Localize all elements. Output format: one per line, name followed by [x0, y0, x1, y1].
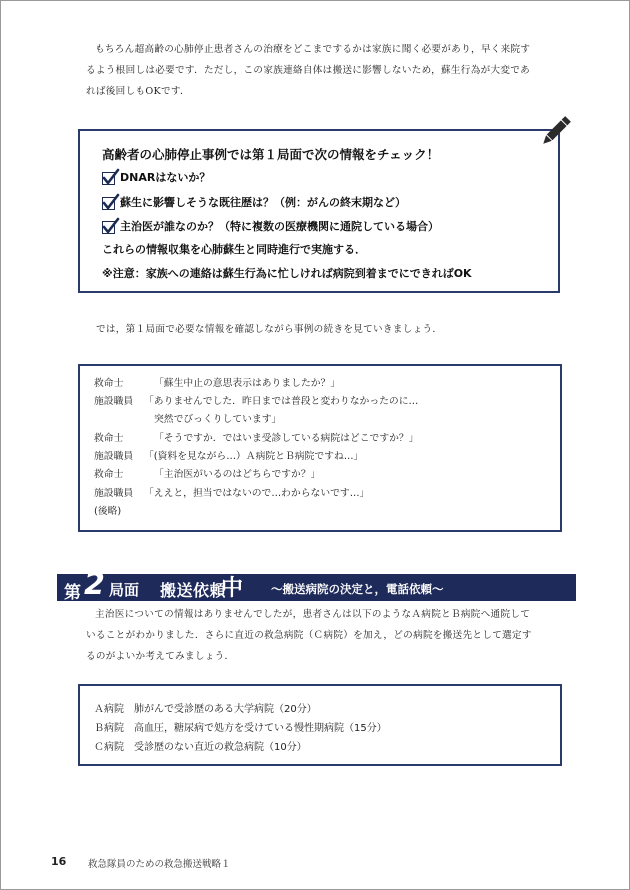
hospital-desc: 受診歴のない直近の救急病院（10分）: [134, 742, 307, 753]
banner-kyokumen: 局面: [109, 581, 140, 599]
utterance: 「ええと，担当ではないので…わからないです…」: [144, 488, 370, 499]
checklist-item: DNARはないか？: [120, 171, 211, 184]
hospital-name: Ｃ病院: [94, 742, 124, 753]
utterance: 突然でびっくりしています」: [154, 414, 282, 425]
checklist-item: 蘇生に影響しそうな既往歴は？（例：がんの終末期など）: [120, 196, 406, 209]
banner-title-emphasis: 中: [221, 576, 244, 601]
speaker: 施設職員: [94, 396, 134, 407]
checklist-item: 主治医が誰なのか？（特に複数の医療機関に通院している場合）: [120, 220, 439, 233]
checklist-note: ※注意：家族への連絡は蘇生行為に忙しければ病院到着までにできればOK: [102, 267, 472, 280]
checkbox-checked-icon: [102, 221, 115, 234]
speaker: 施設職員: [94, 488, 134, 499]
speaker: 施設職員: [94, 451, 134, 462]
transition-text: [96, 319, 566, 340]
speaker: 救命士: [94, 469, 124, 480]
intro-line: れば後回しもOKです．: [86, 86, 190, 97]
intro-line: るよう根回しは必要です．ただし，この家族連絡自体は搬送に影響しないため，蘇生行為が大変であ: [86, 65, 531, 76]
checkbox-checked-icon: [102, 172, 115, 185]
dialogue-row: [94, 432, 419, 446]
checklist-summary: これらの情報収集を心肺蘇生と同時進行で実施する．: [102, 243, 366, 256]
intro-line: もちろん超高齢の心肺停止患者さんの治療をどこまでするかは家族に聞く必要があり，早く来院す: [95, 44, 531, 55]
dialogue-row: [94, 450, 363, 464]
hospital-desc: 肺がんで受診歴のある大学病院（20分）: [134, 704, 317, 715]
hospital-desc: 高血圧，糖尿病で処方を受けている慢性期病院（15分）: [134, 723, 387, 734]
page-number: 16: [51, 855, 67, 868]
utterance: (後略): [94, 506, 122, 517]
speaker: 救命士: [94, 433, 124, 444]
section-line: 主治医についての情報はありませんでしたが，患者さんは以下のようなＡ病院とＢ病院へ通院して: [95, 609, 531, 620]
hospital-list-box: [78, 684, 562, 766]
dialogue-row: [94, 377, 340, 391]
hospital-item: [94, 719, 387, 734]
hospital-name: Ａ病院: [94, 704, 124, 715]
utterance: 「そうですか．ではいま受診している病院はどこですか？」: [154, 433, 419, 444]
banner-subtitle: ～搬送病院の決定と，電話依頼～: [271, 582, 444, 596]
banner-dai: 第: [64, 583, 81, 603]
checklist-box: [78, 129, 560, 293]
checklist-heading: 高齢者の心肺停止事例では第１局面で次の情報をチェック！: [102, 147, 440, 162]
section-line: るのがよいか考えてみましょう．: [86, 651, 235, 662]
section-paragraph: [86, 604, 556, 667]
running-title: 救急隊員のための救急搬送戦略１: [88, 859, 231, 870]
dialogue-row: [94, 505, 121, 519]
hospital-item: [94, 700, 317, 715]
banner-title: 搬送依頼: [160, 581, 227, 600]
pencil-icon: [537, 112, 575, 150]
transition-line: では，第１局面で必要な情報を確認しながら事例の続きを見ていきましょう．: [96, 324, 443, 335]
hospital-name: Ｂ病院: [94, 723, 124, 734]
checkbox-checked-icon: [102, 197, 115, 210]
section-line: いることがわかりました．さらに直近の救急病院（Ｃ病院）を加え，どの病院を搬送先として選定す: [86, 630, 532, 641]
speaker: 救命士: [94, 378, 124, 389]
dialogue-row: [94, 395, 418, 409]
dialogue-box: [78, 364, 562, 532]
banner-number: 2: [84, 567, 105, 602]
section-banner: [57, 567, 576, 603]
hospital-item: [94, 738, 307, 753]
utterance: 「蘇生中止の意思表示はありましたか？」: [154, 378, 341, 389]
dialogue-row: [94, 487, 369, 501]
utterance: 「主治医がいるのはどちらですか？」: [154, 469, 321, 480]
dialogue-row: [94, 413, 281, 427]
intro-paragraph: [86, 39, 556, 102]
utterance: 「(資料を見ながら…）Ａ病院とＢ病院ですね…」: [144, 451, 364, 462]
dialogue-row: [94, 468, 320, 482]
utterance: 「ありませんでした．昨日までは普段と変わりなかったのに…: [144, 396, 419, 407]
